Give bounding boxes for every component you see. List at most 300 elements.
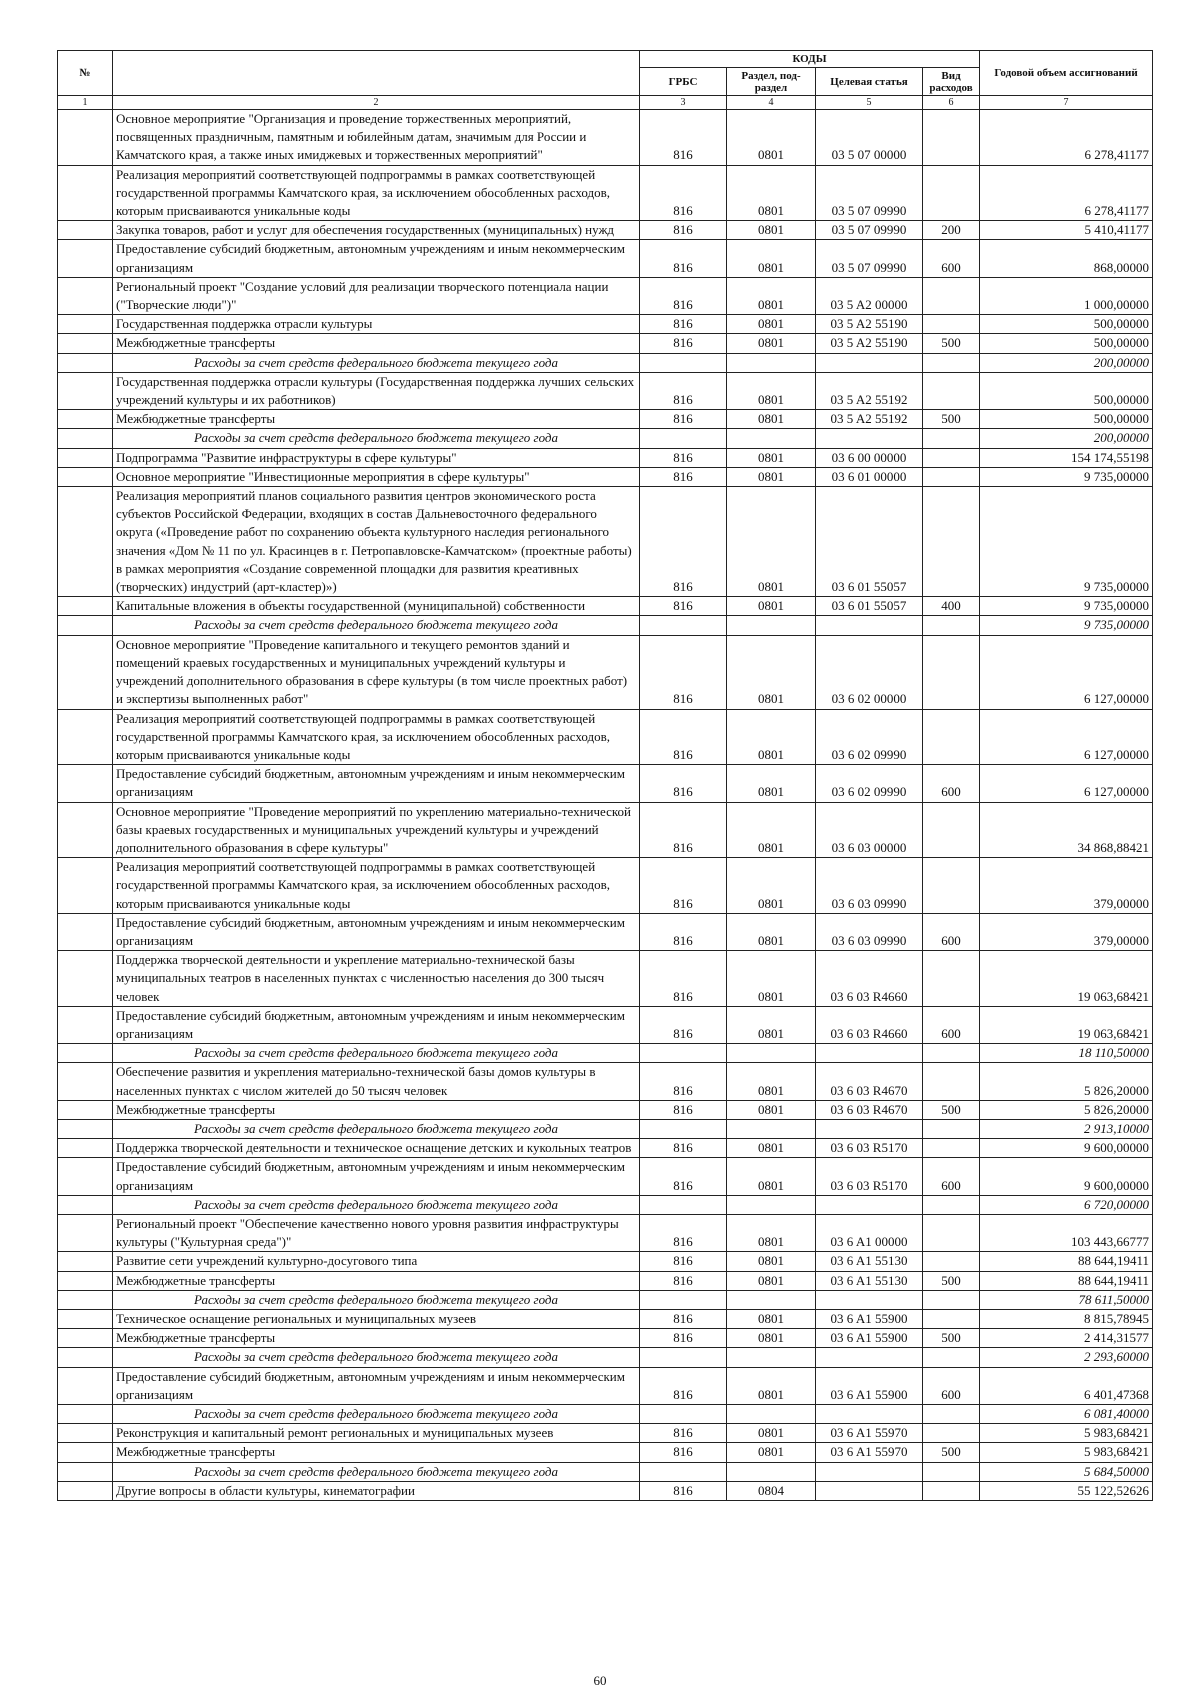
cell-amount: 2 913,10000 (980, 1119, 1153, 1138)
cell-vid (923, 353, 980, 372)
cell-amount: 6 278,41177 (980, 110, 1153, 166)
cell-name: Капитальные вложения в объекты государственной (муниципальной) собственности (113, 597, 640, 616)
table-row (58, 334, 1153, 353)
header-codes: КОДЫ (640, 51, 980, 68)
cell-celevaya (816, 1195, 923, 1214)
cell-celevaya: 03 6 03 00000 (816, 802, 923, 858)
cell-amount: 5 826,20000 (980, 1100, 1153, 1119)
table-row (58, 1329, 1153, 1348)
cell-amount: 200,00000 (980, 429, 1153, 448)
cell-celevaya: 03 6 02 09990 (816, 765, 923, 802)
cell-vid (923, 277, 980, 314)
cell-grbs: 816 (640, 487, 727, 597)
federal-budget-row (58, 1405, 1153, 1424)
cell-celevaya: 03 6 01 55057 (816, 487, 923, 597)
cell-vid: 600 (923, 765, 980, 802)
table-row (58, 240, 1153, 277)
cell-name: Развитие сети учреждений культурно-досугового типа (113, 1252, 640, 1271)
cell-name: Государственная поддержка отрасли культуры (Государственная поддержка лучших сельских учреждений культуры и их работников) (113, 372, 640, 409)
cell-amount: 103 443,66777 (980, 1214, 1153, 1251)
cell-razdel (727, 1044, 816, 1063)
cell-vid (923, 858, 980, 914)
cell-grbs (640, 1290, 727, 1309)
table-row (58, 1481, 1153, 1500)
cell-amount: 9 600,00000 (980, 1158, 1153, 1195)
cell-grbs: 816 (640, 240, 727, 277)
cell-celevaya: 03 6 A1 55900 (816, 1367, 923, 1404)
cell-amount: 6 278,41177 (980, 165, 1153, 221)
cell-razdel: 0801 (727, 1310, 816, 1329)
cell-razdel: 0801 (727, 802, 816, 858)
cell-name: Предоставление субсидий бюджетным, автономным учреждениям и иным некоммерческим организациям (113, 1367, 640, 1404)
table-row (58, 1443, 1153, 1462)
cell-grbs: 816 (640, 597, 727, 616)
cell-celevaya: 03 6 03 09990 (816, 913, 923, 950)
header-grbs: ГРБС (640, 68, 727, 96)
cell-razdel: 0801 (727, 334, 816, 353)
header-razdel: Раздел, под-раздел (727, 68, 816, 96)
cell-vid: 500 (923, 1100, 980, 1119)
cell-no (58, 1252, 113, 1271)
table-row (58, 277, 1153, 314)
cell-celevaya (816, 616, 923, 635)
cell-no (58, 277, 113, 314)
cell-vid (923, 709, 980, 765)
cell-vid (923, 1214, 980, 1251)
cell-name: Межбюджетные трансферты (113, 1100, 640, 1119)
federal-budget-row (58, 1195, 1153, 1214)
federal-note: Расходы за счет средств федерального бюджета текущего года (113, 1348, 640, 1367)
cell-razdel: 0801 (727, 597, 816, 616)
cell-amount: 34 868,88421 (980, 802, 1153, 858)
col-number: 5 (816, 96, 923, 110)
cell-name: Предоставление субсидий бюджетным, автономным учреждениям и иным некоммерческим организациям (113, 1006, 640, 1043)
cell-amount: 500,00000 (980, 334, 1153, 353)
table-row (58, 802, 1153, 858)
federal-note: Расходы за счет средств федерального бюджета текущего года (113, 1405, 640, 1424)
cell-grbs: 816 (640, 1252, 727, 1271)
budget-table (57, 50, 1153, 1501)
cell-no (58, 616, 113, 635)
header-vid: Вид расходов (923, 68, 980, 96)
header-name (113, 51, 640, 96)
cell-razdel: 0801 (727, 110, 816, 166)
cell-no (58, 1214, 113, 1251)
cell-name: Реализация мероприятий соответствующей подпрограммы в рамках соответствующей государственной программы Камчатского края, за исключением обособленных расходов, которым присваиваются уникальные коды (113, 858, 640, 914)
cell-grbs (640, 353, 727, 372)
header-annual: Годовой объем ассигнований (980, 51, 1153, 96)
cell-amount: 88 644,19411 (980, 1252, 1153, 1271)
cell-celevaya: 03 6 02 09990 (816, 709, 923, 765)
cell-name: Подпрограмма "Развитие инфраструктуры в сфере культуры" (113, 448, 640, 467)
cell-razdel: 0801 (727, 1100, 816, 1119)
cell-amount: 2 293,60000 (980, 1348, 1153, 1367)
cell-razdel (727, 616, 816, 635)
cell-no (58, 1348, 113, 1367)
federal-budget-row (58, 1348, 1153, 1367)
cell-celevaya: 03 6 A1 00000 (816, 1214, 923, 1251)
cell-grbs (640, 1119, 727, 1138)
header-no: № (58, 51, 113, 96)
cell-amount: 9 735,00000 (980, 597, 1153, 616)
cell-no (58, 1310, 113, 1329)
cell-vid: 500 (923, 1271, 980, 1290)
cell-amount: 154 174,55198 (980, 448, 1153, 467)
cell-vid (923, 1063, 980, 1100)
cell-razdel: 0801 (727, 315, 816, 334)
cell-celevaya: 03 5 07 09990 (816, 165, 923, 221)
cell-vid (923, 1424, 980, 1443)
cell-no (58, 597, 113, 616)
cell-grbs (640, 1195, 727, 1214)
cell-vid (923, 1119, 980, 1138)
cell-grbs: 816 (640, 951, 727, 1007)
cell-no (58, 951, 113, 1007)
cell-razdel: 0801 (727, 487, 816, 597)
cell-vid (923, 1044, 980, 1063)
cell-grbs: 816 (640, 1481, 727, 1500)
cell-vid: 500 (923, 410, 980, 429)
cell-no (58, 410, 113, 429)
cell-no (58, 1158, 113, 1195)
table-row (58, 1063, 1153, 1100)
cell-name: Основное мероприятие "Организация и проведение торжественных мероприятий, посвященных праздничным, памятным и юбилейным датам, значимым для России и Камчатского края, а также иных имиджевых и торжественных мероприятий" (113, 110, 640, 166)
cell-no (58, 1063, 113, 1100)
cell-vid (923, 1481, 980, 1500)
cell-no (58, 372, 113, 409)
table-row (58, 165, 1153, 221)
table-row (58, 1139, 1153, 1158)
cell-name: Реконструкция и капитальный ремонт региональных и муниципальных музеев (113, 1424, 640, 1443)
federal-budget-row (58, 353, 1153, 372)
cell-amount: 5 826,20000 (980, 1063, 1153, 1100)
cell-grbs: 816 (640, 635, 727, 709)
cell-amount: 5 983,68421 (980, 1424, 1153, 1443)
cell-amount: 868,00000 (980, 240, 1153, 277)
cell-no (58, 110, 113, 166)
cell-celevaya (816, 1462, 923, 1481)
cell-celevaya: 03 5 A2 55190 (816, 334, 923, 353)
federal-note: Расходы за счет средств федерального бюджета текущего года (113, 1119, 640, 1138)
federal-budget-row (58, 1119, 1153, 1138)
cell-amount: 8 815,78945 (980, 1310, 1153, 1329)
cell-no (58, 467, 113, 486)
cell-no (58, 1405, 113, 1424)
cell-grbs: 816 (640, 165, 727, 221)
cell-celevaya: 03 6 01 00000 (816, 467, 923, 486)
cell-celevaya (816, 1290, 923, 1309)
cell-razdel: 0801 (727, 1367, 816, 1404)
cell-razdel: 0801 (727, 1271, 816, 1290)
cell-celevaya: 03 6 03 R4670 (816, 1100, 923, 1119)
cell-razdel: 0801 (727, 1329, 816, 1348)
cell-name: Региональный проект "Обеспечение качественно нового уровня развития инфраструктуры культуры ("Культурная среда")" (113, 1214, 640, 1251)
cell-amount: 78 611,50000 (980, 1290, 1153, 1309)
cell-grbs (640, 429, 727, 448)
cell-razdel: 0801 (727, 635, 816, 709)
federal-note: Расходы за счет средств федерального бюджета текущего года (113, 1462, 640, 1481)
table-row (58, 709, 1153, 765)
cell-name: Предоставление субсидий бюджетным, автономным учреждениям и иным некоммерческим организациям (113, 240, 640, 277)
table-row (58, 1100, 1153, 1119)
table-row (58, 635, 1153, 709)
cell-name: Межбюджетные трансферты (113, 334, 640, 353)
cell-razdel: 0801 (727, 277, 816, 314)
cell-grbs (640, 1405, 727, 1424)
cell-razdel: 0801 (727, 240, 816, 277)
col-number: 2 (113, 96, 640, 110)
cell-celevaya: 03 6 01 55057 (816, 597, 923, 616)
cell-celevaya: 03 6 00 00000 (816, 448, 923, 467)
cell-vid (923, 110, 980, 166)
cell-grbs (640, 616, 727, 635)
cell-amount: 379,00000 (980, 913, 1153, 950)
cell-no (58, 429, 113, 448)
cell-razdel (727, 1348, 816, 1367)
cell-celevaya (816, 1481, 923, 1500)
cell-grbs: 816 (640, 277, 727, 314)
cell-amount: 500,00000 (980, 410, 1153, 429)
cell-no (58, 1119, 113, 1138)
table-row (58, 1310, 1153, 1329)
table-row (58, 858, 1153, 914)
table-body (58, 110, 1153, 1501)
cell-name: Техническое оснащение региональных и муниципальных музеев (113, 1310, 640, 1329)
cell-celevaya: 03 6 03 R5170 (816, 1139, 923, 1158)
cell-no (58, 487, 113, 597)
cell-grbs: 816 (640, 1424, 727, 1443)
cell-celevaya: 03 6 A1 55130 (816, 1271, 923, 1290)
table-row (58, 221, 1153, 240)
cell-vid (923, 1405, 980, 1424)
cell-no (58, 1006, 113, 1043)
cell-name: Предоставление субсидий бюджетным, автономным учреждениям и иным некоммерческим организациям (113, 1158, 640, 1195)
cell-celevaya (816, 429, 923, 448)
cell-celevaya: 03 6 A1 55900 (816, 1310, 923, 1329)
cell-amount: 6 081,40000 (980, 1405, 1153, 1424)
cell-vid (923, 1348, 980, 1367)
cell-amount: 9 600,00000 (980, 1139, 1153, 1158)
cell-vid (923, 467, 980, 486)
cell-no (58, 802, 113, 858)
cell-no (58, 1139, 113, 1158)
cell-no (58, 240, 113, 277)
cell-celevaya: 03 6 A1 55900 (816, 1329, 923, 1348)
cell-grbs (640, 1348, 727, 1367)
cell-amount: 18 110,50000 (980, 1044, 1153, 1063)
col-number: 3 (640, 96, 727, 110)
cell-no (58, 1481, 113, 1500)
table-row (58, 410, 1153, 429)
cell-grbs: 816 (640, 1139, 727, 1158)
cell-razdel: 0801 (727, 1139, 816, 1158)
cell-razdel: 0801 (727, 221, 816, 240)
cell-name: Предоставление субсидий бюджетным, автономным учреждениям и иным некоммерческим организациям (113, 765, 640, 802)
cell-razdel: 0801 (727, 165, 816, 221)
cell-no (58, 1462, 113, 1481)
cell-celevaya: 03 6 03 R4670 (816, 1063, 923, 1100)
cell-no (58, 353, 113, 372)
table-row (58, 1271, 1153, 1290)
cell-amount: 5 983,68421 (980, 1443, 1153, 1462)
cell-razdel: 0801 (727, 765, 816, 802)
cell-vid (923, 1310, 980, 1329)
cell-amount: 9 735,00000 (980, 487, 1153, 597)
cell-grbs: 816 (640, 1443, 727, 1462)
cell-grbs: 816 (640, 858, 727, 914)
federal-note: Расходы за счет средств федерального бюджета текущего года (113, 1290, 640, 1309)
cell-name: Закупка товаров, работ и услуг для обеспечения государственных (муниципальных) нужд (113, 221, 640, 240)
cell-amount: 1 000,00000 (980, 277, 1153, 314)
cell-amount: 19 063,68421 (980, 1006, 1153, 1043)
cell-grbs: 816 (640, 802, 727, 858)
col-number: 4 (727, 96, 816, 110)
table-row (58, 1367, 1153, 1404)
cell-name: Межбюджетные трансферты (113, 1329, 640, 1348)
col-number: 7 (980, 96, 1153, 110)
cell-grbs: 816 (640, 1214, 727, 1251)
cell-celevaya: 03 6 03 09990 (816, 858, 923, 914)
cell-grbs: 816 (640, 1100, 727, 1119)
cell-grbs: 816 (640, 1158, 727, 1195)
cell-celevaya (816, 1119, 923, 1138)
cell-no (58, 1195, 113, 1214)
cell-name: Межбюджетные трансферты (113, 1443, 640, 1462)
cell-vid (923, 372, 980, 409)
cell-no (58, 1044, 113, 1063)
cell-name: Обеспечение развития и укрепления материально-технической базы домов культуры в населенных пунктах с числом жителей до 50 тысяч человек (113, 1063, 640, 1100)
cell-name: Реализация мероприятий соответствующей подпрограммы в рамках соответствующей государственной программы Камчатского края, за исключением обособленных расходов, которым присваиваются уникальные коды (113, 709, 640, 765)
cell-amount: 55 122,52626 (980, 1481, 1153, 1500)
cell-no (58, 448, 113, 467)
federal-budget-row (58, 1290, 1153, 1309)
cell-name: Поддержка творческой деятельности и техническое оснащение детских и кукольных театров (113, 1139, 640, 1158)
cell-name: Реализация мероприятий соответствующей подпрограммы в рамках соответствующей государственной программы Камчатского края, за исключением обособленных расходов, которым присваиваются уникальные коды (113, 165, 640, 221)
cell-razdel: 0801 (727, 858, 816, 914)
cell-no (58, 1424, 113, 1443)
cell-name: Межбюджетные трансферты (113, 1271, 640, 1290)
cell-vid (923, 448, 980, 467)
cell-grbs: 816 (640, 467, 727, 486)
cell-grbs: 816 (640, 410, 727, 429)
cell-vid (923, 1195, 980, 1214)
cell-vid: 500 (923, 1443, 980, 1462)
cell-no (58, 334, 113, 353)
cell-celevaya: 03 6 03 R5170 (816, 1158, 923, 1195)
cell-razdel: 0801 (727, 1158, 816, 1195)
table-row (58, 315, 1153, 334)
cell-celevaya: 03 6 A1 55130 (816, 1252, 923, 1271)
cell-grbs: 816 (640, 448, 727, 467)
cell-name: Другие вопросы в области культуры, кинематографии (113, 1481, 640, 1500)
cell-amount: 88 644,19411 (980, 1271, 1153, 1290)
federal-note: Расходы за счет средств федерального бюджета текущего года (113, 1044, 640, 1063)
cell-name: Государственная поддержка отрасли культуры (113, 315, 640, 334)
cell-vid: 400 (923, 597, 980, 616)
cell-razdel (727, 353, 816, 372)
cell-vid: 600 (923, 1367, 980, 1404)
cell-grbs: 816 (640, 372, 727, 409)
cell-no (58, 1271, 113, 1290)
table-row (58, 110, 1153, 166)
table-row (58, 951, 1153, 1007)
cell-no (58, 635, 113, 709)
cell-razdel (727, 1119, 816, 1138)
cell-celevaya: 03 5 A2 55192 (816, 410, 923, 429)
col-number: 1 (58, 96, 113, 110)
federal-note: Расходы за счет средств федерального бюджета текущего года (113, 616, 640, 635)
cell-amount: 6 127,00000 (980, 635, 1153, 709)
cell-celevaya: 03 5 07 09990 (816, 221, 923, 240)
cell-vid: 600 (923, 1006, 980, 1043)
cell-celevaya: 03 6 02 00000 (816, 635, 923, 709)
cell-razdel (727, 1405, 816, 1424)
cell-vid (923, 1252, 980, 1271)
cell-razdel: 0801 (727, 1424, 816, 1443)
cell-celevaya: 03 6 03 R4660 (816, 1006, 923, 1043)
cell-vid: 600 (923, 913, 980, 950)
cell-name: Поддержка творческой деятельности и укрепление материально-технической базы муниципальных театров в населенных пунктах с численностью населения до 300 тысяч человек (113, 951, 640, 1007)
cell-amount: 500,00000 (980, 372, 1153, 409)
cell-vid: 200 (923, 221, 980, 240)
cell-amount: 200,00000 (980, 353, 1153, 372)
cell-vid: 600 (923, 240, 980, 277)
cell-amount: 19 063,68421 (980, 951, 1153, 1007)
cell-celevaya (816, 1405, 923, 1424)
cell-razdel: 0801 (727, 951, 816, 1007)
cell-name: Предоставление субсидий бюджетным, автономным учреждениям и иным некоммерческим организациям (113, 913, 640, 950)
table-row (58, 1158, 1153, 1195)
cell-name: Региональный проект "Создание условий для реализации творческого потенциала нации ("Творческие люди")" (113, 277, 640, 314)
cell-vid (923, 635, 980, 709)
cell-vid: 500 (923, 1329, 980, 1348)
cell-grbs: 816 (640, 1271, 727, 1290)
cell-razdel (727, 429, 816, 448)
federal-note: Расходы за счет средств федерального бюджета текущего года (113, 353, 640, 372)
cell-razdel (727, 1195, 816, 1214)
cell-vid (923, 487, 980, 597)
federal-note: Расходы за счет средств федерального бюджета текущего года (113, 429, 640, 448)
cell-vid (923, 1139, 980, 1158)
cell-grbs (640, 1044, 727, 1063)
cell-name: Основное мероприятие "Инвестиционные мероприятия в сфере культуры" (113, 467, 640, 486)
table-row (58, 1214, 1153, 1251)
cell-razdel (727, 1290, 816, 1309)
cell-grbs: 816 (640, 334, 727, 353)
col-number: 6 (923, 96, 980, 110)
header-celevaya: Целевая статья (816, 68, 923, 96)
cell-razdel: 0801 (727, 1006, 816, 1043)
cell-vid: 600 (923, 1158, 980, 1195)
cell-razdel: 0801 (727, 1443, 816, 1462)
cell-amount: 6 720,00000 (980, 1195, 1153, 1214)
cell-celevaya: 03 6 A1 55970 (816, 1443, 923, 1462)
federal-budget-row (58, 616, 1153, 635)
cell-no (58, 165, 113, 221)
cell-no (58, 1329, 113, 1348)
cell-vid (923, 1462, 980, 1481)
cell-no (58, 913, 113, 950)
cell-name: Основное мероприятие "Проведение капитального и текущего ремонтов зданий и помещений краевых государственных и муниципальных учреждений культуры и учреждений дополнительного образования в сфере культуры (в том числе проектных работ) и экспертизы выполненных работ" (113, 635, 640, 709)
cell-celevaya: 03 6 A1 55970 (816, 1424, 923, 1443)
cell-vid (923, 802, 980, 858)
cell-amount: 5 410,41177 (980, 221, 1153, 240)
cell-no (58, 709, 113, 765)
federal-budget-row (58, 1462, 1153, 1481)
cell-razdel: 0801 (727, 1252, 816, 1271)
cell-grbs: 816 (640, 913, 727, 950)
cell-no (58, 858, 113, 914)
